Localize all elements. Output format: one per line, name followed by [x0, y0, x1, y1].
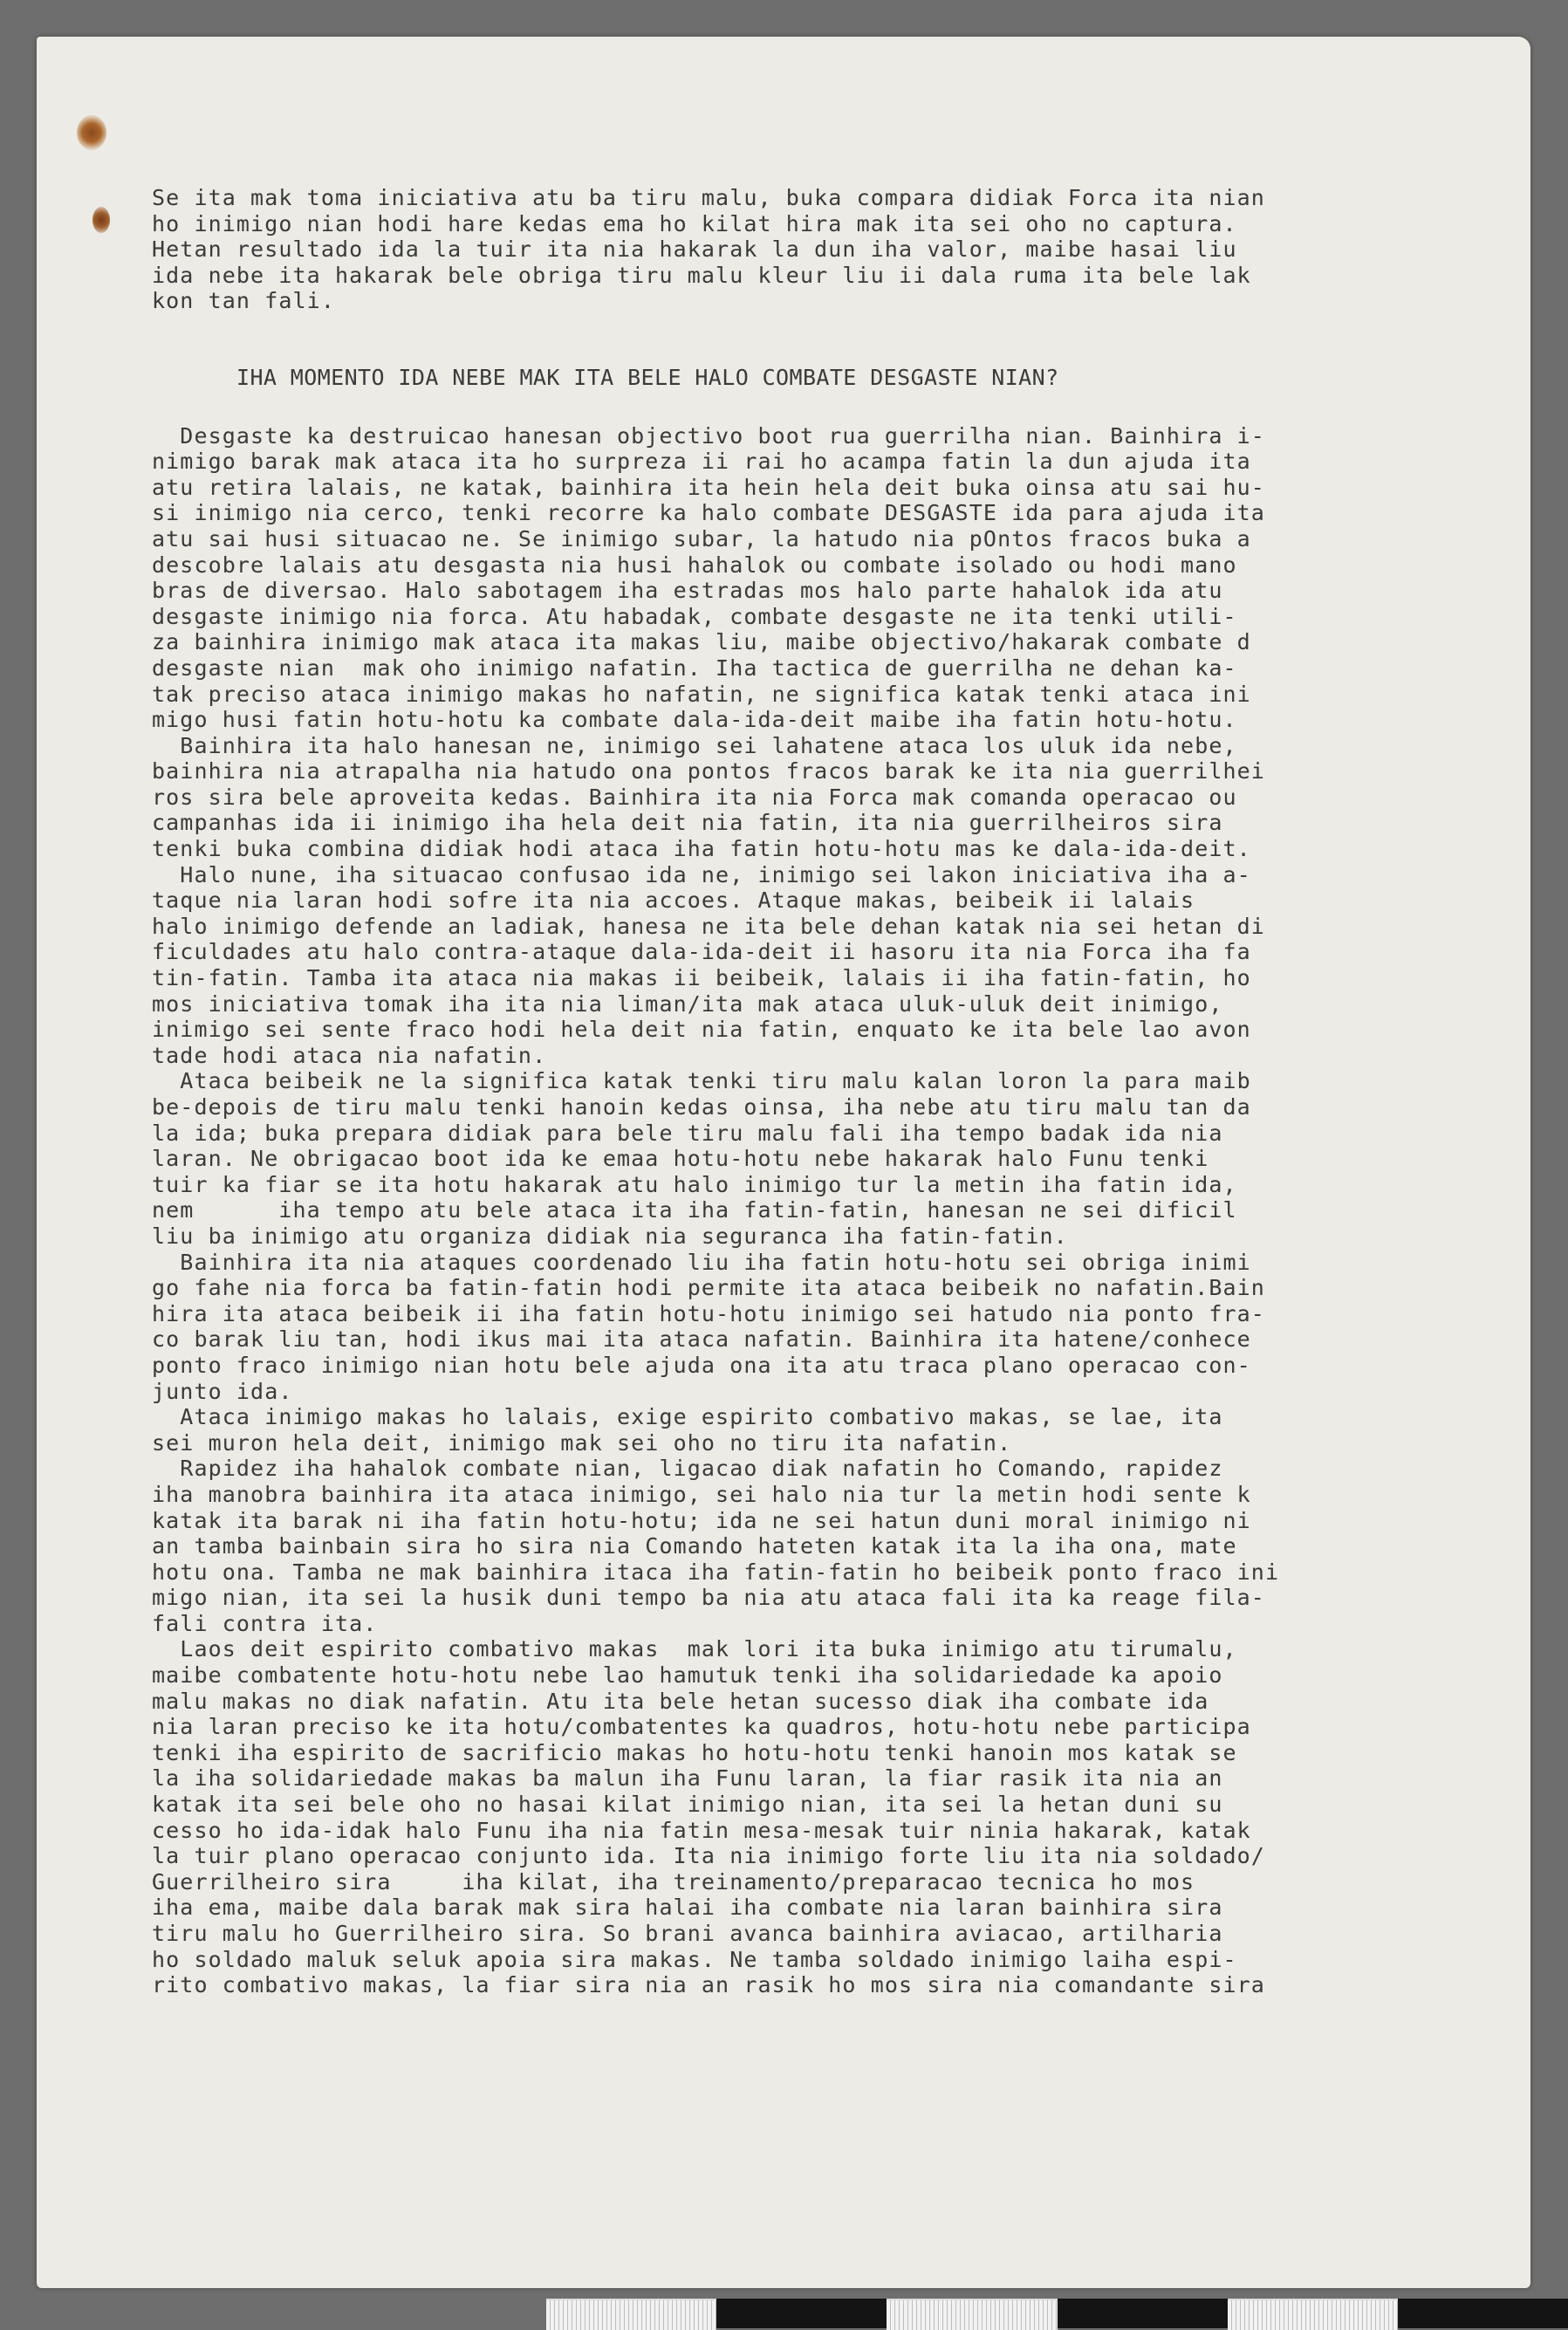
ruler-segment [546, 2299, 716, 2330]
body-line: be-depois de tiru malu tenki hanoin kedas oinsa, iha nebe atu tiru malu tan da [152, 1094, 1251, 1120]
body-line: la iha solidariedade makas ba malun iha Funu laran, la fiar rasik ita nia an [152, 1765, 1223, 1792]
body-line: iha ema, maibe dala barak mak sira halai iha combate nia laran bainhira sira [152, 1895, 1223, 1921]
body-line: halo inimigo defende an ladiak, hanesa ne ita bele dehan katak nia sei hetan di [152, 913, 1265, 939]
typed-page [37, 37, 1530, 2288]
body-line: Laos deit espirito combativo makas mak lori ita buka inimigo atu tirumalu, [152, 1636, 1237, 1662]
scan-color-ruler [546, 2299, 1568, 2328]
body-line: la tuir plano operacao conjunto ida. Ita nia inimigo forte liu ita nia soldado/ [152, 1843, 1265, 1869]
body-line: inimigo sei sente fraco hodi hela deit nia fatin, enquato ke ita bele lao avon [152, 1017, 1251, 1043]
body-line: katak ita sei bele oho no hasai kilat inimigo nian, ita sei la hetan duni su [152, 1792, 1223, 1818]
body-line: mos iniciativa tomak iha ita nia liman/ita mak ataca uluk-uluk deit inimigo, [152, 990, 1223, 1017]
body-line: za bainhira inimigo mak ataca ita makas liu, maibe objectivo/hakarak combate d [152, 629, 1251, 655]
body-line: laran. Ne obrigacao boot ida ke emaa hotu-hotu nebe hakarak halo Funu tenki [152, 1146, 1209, 1172]
body-line: ros sira bele aproveita kedas. Bainhira ita nia Forca mak comanda operacao ou [152, 784, 1237, 810]
body-line: an tamba bainbain sira ho sira nia Comando hateten katak ita la iha ona, mate [152, 1533, 1237, 1559]
body-line: descobre lalais atu desgasta nia husi hahalok ou combate isolado ou hodi mano [152, 552, 1237, 578]
body-line: go fahe nia forca ba fatin-fatin hodi permite ita ataca beibeik no nafatin.Bain [152, 1275, 1265, 1301]
body-line [152, 1998, 1539, 2025]
ruler-segment [1398, 2299, 1568, 2328]
body-line: Ataca beibeik ne la significa katak tenki tiru malu kalan loron la para maib [152, 1068, 1251, 1094]
body-line: hotu ona. Tamba ne mak bainhira itaca iha fatin-fatin ho beibeik ponto fraco ini [152, 1559, 1280, 1585]
intro-line: kon tan fali. [152, 288, 335, 314]
body-line: Halo nune, iha situacao confusao ida ne, inimigo sei lakon iniciativa iha a- [152, 861, 1251, 887]
body-line: co barak liu tan, hodi ikus mai ita ataca nafatin. Bainhira ita hatene/conhece [152, 1326, 1251, 1353]
body-line: sei muron hela deit, inimigo mak sei oho no tiru ita nafatin. [152, 1429, 1012, 1456]
body-line: nimigo barak mak ataca ita ho surpreza ii rai ho acampa fatin la dun ajuda ita [152, 449, 1251, 475]
body-line: desgaste inimigo nia forca. Atu habadak, combate desgaste ne ita tenki utili- [152, 603, 1237, 629]
body-line: Desgaste ka destruicao hanesan objectivo boot rua guerrilha nian. Bainhira i- [152, 422, 1265, 449]
body-line: atu retira lalais, ne katak, bainhira ita hein hela deit buka oinsa atu sai hu- [152, 474, 1265, 500]
body-line: bras de diversao. Halo sabotagem iha estradas mos halo parte hahalok ida atu [152, 578, 1223, 604]
body-line: Bainhira ita halo hanesan ne, inimigo sei lahatene ataca los uluk ida nebe, [152, 732, 1237, 758]
rust-stain [92, 207, 110, 233]
body-line: tenki buka combina didiak hodi ataca iha fatin hotu-hotu mas ke dala-ida-deit. [152, 836, 1251, 862]
intro-line: ida nebe ita hakarak bele obriga tiru malu kleur liu ii dala ruma ita bele lak [152, 262, 1251, 288]
body-line: Bainhira ita nia ataques coordenado liu iha fatin hotu-hotu sei obriga inimi [152, 1249, 1251, 1275]
body-line: taque nia laran hodi sofre ita nia accoes. Ataque makas, beibeik ii lalais [152, 887, 1195, 914]
body-line: rito combativo makas, la fiar sira nia an rasik ho mos sira nia comandante sira [152, 1972, 1265, 1998]
ruler-segment [887, 2299, 1057, 2330]
body-line: ho soldado maluk seluk apoia sira makas. Ne tamba soldado inimigo laiha espi- [152, 1946, 1237, 1972]
body-line: cesso ho ida-idak halo Funu iha nia fatin mesa-mesak tuir ninia hakarak, katak [152, 1817, 1251, 1843]
body-line: desgaste nian mak oho inimigo nafatin. Iha tactica de guerrilha ne dehan ka- [152, 654, 1237, 681]
body-line: nem iha tempo atu bele ataca ita iha fatin-fatin, hanesan ne sei dificil [152, 1197, 1237, 1223]
body-line: migo nian, ita sei la husik duni tempo ba nia atu ataca fali ita ka reage fila- [152, 1585, 1265, 1611]
body-line: si inimigo nia cerco, tenki recorre ka halo combate DESGASTE ida para ajuda ita [152, 500, 1265, 526]
body-line: Ataca inimigo makas ho lalais, exige espirito combativo makas, se lae, ita [152, 1404, 1223, 1430]
body-line: tin-fatin. Tamba ita ataca nia makas ii beibeik, lalais ii iha fatin-fatin, ho [152, 965, 1251, 991]
ruler-segment [1228, 2299, 1398, 2330]
body-line: tade hodi ataca nia nafatin. [152, 1042, 547, 1068]
rust-stain [77, 115, 106, 150]
body-line: tiru malu ho Guerrilheiro sira. So brani avanca bainhira aviacao, artilharia [152, 1921, 1223, 1946]
body-line: iha manobra bainhira ita ataca inimigo, sei halo nia tur la metin hodi sente k [152, 1481, 1251, 1507]
section-heading: IHA MOMENTO IDA NEBE MAK ITA BELE HALO COMBATE DESGASTE NIAN? [236, 364, 1059, 390]
body-line: migo husi fatin hotu-hotu ka combate dala-ida-deit maibe iha fatin hotu-hotu. [152, 707, 1237, 733]
intro-line: Se ita mak toma iniciativa atu ba tiru malu, buka compara didiak Forca ita nian [152, 185, 1265, 210]
body-line: hira ita ataca beibeik ii iha fatin hotu-hotu inimigo sei hatudo nia ponto fra- [152, 1300, 1265, 1326]
body-line: ponto fraco inimigo nian hotu bele ajuda ona ita atu traca plano operacao con- [152, 1352, 1251, 1378]
body-line: bainhira nia atrapalha nia hatudo ona pontos fracos barak ke ita nia guerrilhei [152, 758, 1265, 785]
body-line: fali contra ita. [152, 1610, 378, 1636]
body-line: nia laran preciso ke ita hotu/combatentes ka quadros, hotu-hotu nebe participa [152, 1714, 1251, 1740]
ruler-segment [716, 2299, 887, 2328]
body-line: maibe combatente hotu-hotu nebe lao hamutuk tenki iha solidariedade ka apoio [152, 1662, 1223, 1689]
body-line: liu ba inimigo atu organiza didiak nia seguranca iha fatin-fatin. [152, 1223, 1068, 1249]
body-line: ficuldades atu halo contra-ataque dala-ida-deit ii hasoru ita nia Forca iha fa [152, 939, 1251, 965]
body-line: tuir ka fiar se ita hotu hakarak atu halo inimigo tur la metin iha fatin ida, [152, 1171, 1237, 1197]
body-line: atu sai husi situacao ne. Se inimigo subar, la hatudo nia pOntos fracos buka a [152, 525, 1251, 552]
body-line: malu makas no diak nafatin. Atu ita bele hetan sucesso diak iha combate ida [152, 1688, 1209, 1714]
body-line: junto ida. [152, 1378, 293, 1404]
body-line: tak preciso ataca inimigo makas ho nafatin, ne significa katak tenki ataca ini [152, 681, 1251, 707]
intro-line: Hetan resultado ida la tuir ita nia hakarak la dun iha valor, maibe hasai liu [152, 236, 1237, 263]
body-line: Guerrilheiro sira iha kilat, iha treinamento/preparacao tecnica ho mos [152, 1868, 1195, 1895]
body-line: katak ita barak ni iha fatin hotu-hotu; ida ne sei hatun duni moral inimigo ni [152, 1507, 1251, 1533]
intro-line: ho inimigo nian hodi hare kedas ema ho kilat hira mak ita sei oho no captura. [152, 210, 1237, 236]
body-line: Rapidez iha hahalok combate nian, ligacao diak nafatin ho Comando, rapidez [152, 1456, 1223, 1482]
body-line: la ida; buka prepara didiak para bele tiru malu fali iha tempo badak ida nia [152, 1120, 1223, 1146]
body-line: tenki iha espirito de sacrificio makas ho hotu-hotu tenki hanoin mos katak se [152, 1739, 1237, 1765]
typed-text [152, 185, 1539, 2024]
body-line: campanhas ida ii inimigo iha hela deit nia fatin, ita nia guerrilheiros sira [152, 810, 1223, 836]
ruler-segment [1058, 2299, 1228, 2328]
